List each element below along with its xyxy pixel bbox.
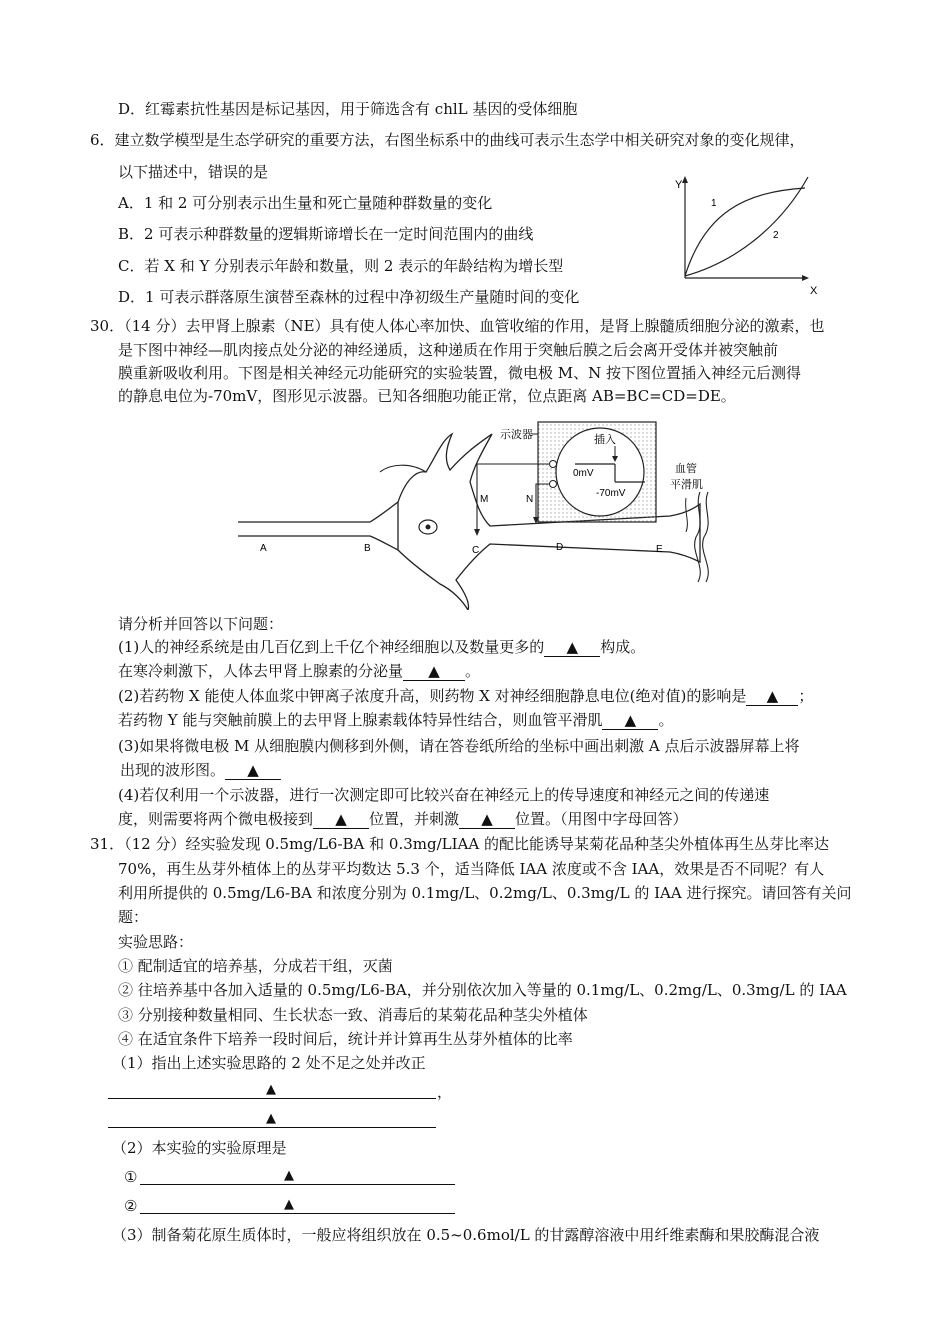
q31-step1: ① 配制适宜的培养基，分成若干组，灭菌 <box>118 957 393 975</box>
q30-part3b: 出现的波形图。 ▲ <box>120 760 281 780</box>
q31-step2: ② 往培养基中各加入适量的 0.5mg/L6-BA，并分别依次加入等量的 0.1mg/L、0.2mg/L、0.3mg/L 的 IAA <box>118 981 847 999</box>
answer-marker: ▲ <box>284 1197 294 1212</box>
q30-fig-vessel-label: 血管 <box>675 463 697 475</box>
q30-fig-point-e: E <box>656 544 663 555</box>
q30-part2b: 若药物 Y 能与突触前膜上的去甲肾上腺素载体特异性结合，则血管平滑肌 ▲ 。 <box>118 711 674 729</box>
answer-line[interactable] <box>140 1213 455 1214</box>
q30-fig-n-label: N <box>526 494 534 505</box>
answer-blank[interactable]: ▲ <box>544 638 600 657</box>
answer-blank[interactable]: ▲ <box>313 810 369 829</box>
answer-marker: ▲ <box>266 1082 276 1097</box>
answer-line[interactable] <box>108 1098 436 1099</box>
q6-stem-line2: 以下描述中，错误的是 <box>118 163 269 181</box>
q30-part1a: (1)人的神经系统是由几百亿到上千亿个神经细胞以及数量更多的 ▲ 构成。 <box>118 638 646 656</box>
q30-line3: 膜重新吸收利用。下图是相关神经元功能研究的实验装置，微电极 M、N 按下图位置插入神经元后测得 <box>118 364 802 382</box>
answer-blank[interactable]: ▲ <box>459 810 515 829</box>
q31-part1: （1）指出上述实验思路的 2 处不足之处并改正 <box>112 1054 426 1072</box>
q31-line2: 70%，再生丛芽外植体上的丛芽平均数达 5.3 个，适当降低 IAA 浓度或不含 IAA，效果是否不同呢？有人 <box>118 860 825 878</box>
q30-fig-m-label: M <box>480 494 489 505</box>
answer-blank[interactable]: ▲ <box>403 662 465 681</box>
q6-option-b: B．2 可表示种群数量的逻辑斯谛增长在一定时间范围内的曲线 <box>118 225 534 243</box>
answer-blank[interactable]: ▲ <box>746 687 798 706</box>
q31-idea-heading: 实验思路： <box>118 933 194 951</box>
q30-fig-point-b: B <box>364 543 371 554</box>
q30-fig-insert-label: 插入 <box>594 434 616 446</box>
q30-fig-70mv-label: -70mV <box>596 488 626 499</box>
q6-option-a: A．1 和 2 可分别表示出生量和死亡量随种群数量的变化 <box>118 194 493 212</box>
q31-principle-2: ② <box>124 1197 138 1215</box>
q30-fig-point-c: C <box>472 545 480 556</box>
q31-line1: 31．（12 分）经实验发现 0.5mg/L6-BA 和 0.3mg/LIAA 的配比能诱导某菊花品种茎尖外植体再生丛芽比率达 <box>90 835 829 853</box>
q6-curve-graph <box>665 172 835 300</box>
q6-option-d: D．1 可表示群落原生演替至森林的过程中净初级生产量随时间的变化 <box>118 288 580 306</box>
q30-line2: 是下图中神经—肌肉接点处分泌的神经递质，这种递质在作用于突触后膜之后会离开受体并被突触前 <box>118 341 779 359</box>
q30-neuron-figure <box>230 412 730 610</box>
q6-curve2-label: 2 <box>773 230 779 241</box>
q30-fig-point-d: D <box>556 542 564 553</box>
q6-y-axis-label: Y <box>675 179 683 191</box>
q31-line4: 题： <box>118 908 149 926</box>
q30-line4: 的静息电位为-70mV，图形见示波器。已知各细胞功能正常，位点距离 AB=BC=CD=DE。 <box>118 387 736 405</box>
q31-comma: ， <box>437 1083 453 1101</box>
q30-part4a: (4)若仅利用一个示波器，进行一次测定即可比较兴奋在神经元上的传导速度和神经元之间的传递速 <box>118 786 770 804</box>
q30-fig-oscilloscope-label: 示波器 <box>500 429 533 441</box>
answer-marker: ▲ <box>266 1111 276 1126</box>
q30-fig-muscle-label: 平滑肌 <box>670 479 703 491</box>
q30-prompt: 请分析并回答以下问题： <box>118 615 284 633</box>
q30-fig-point-a: A <box>260 543 267 554</box>
q6-x-axis-label: X <box>810 285 818 297</box>
answer-blank[interactable]: ▲ <box>602 711 658 730</box>
answer-blank[interactable]: ▲ <box>225 761 281 780</box>
q30-line1: 30．（14 分）去甲肾上腺素（NE）具有使人体心率加快、血管收缩的作用，是肾上腺髓质细胞分泌的激素，也 <box>90 317 825 335</box>
q31-step3: ③ 分别接种数量相同、生长状态一致、消毒后的某菊花品种茎尖外植体 <box>118 1006 588 1024</box>
q6-stem-line1: 6．建立数学模型是生态学研究的重要方法，右图坐标系中的曲线可表示生态学中相关研究对象的变化规律， <box>90 131 805 149</box>
q31-principle-1: ① <box>124 1168 138 1186</box>
q30-fig-0mv-label: 0mV <box>573 468 594 479</box>
q31-part2: （2）本实验的实验原理是 <box>112 1139 287 1157</box>
q31-line3: 利用所提供的 0.5mg/L6-BA 和浓度分别为 0.1mg/L、0.2mg/L、0.3mg/L 的 IAA 进行探究。请回答有关问 <box>118 884 852 902</box>
q30-part3a: (3)如果将微电极 M 从细胞膜内侧移到外侧，请在答卷纸所给的坐标中画出刺激 A 点后示波器屏幕上将 <box>118 737 800 755</box>
answer-line[interactable] <box>140 1184 455 1185</box>
q30-part1b: 在寒冷刺激下，人体去甲肾上腺素的分泌量 ▲ 。 <box>118 662 481 680</box>
q5-option-d: D．红霉素抗性基因是标记基因，用于筛选含有 chlL 基因的受体细胞 <box>118 100 578 118</box>
q6-curve1-label: 1 <box>711 198 717 209</box>
q30-part4b: 度，则需要将两个微电极接到 ▲ 位置，并刺激 ▲ 位置。（用图中字母回答） <box>118 810 688 828</box>
q6-option-c: C．若 X 和 Y 分别表示年龄和数量，则 2 表示的年龄结构为增长型 <box>118 257 564 275</box>
answer-line[interactable] <box>108 1127 436 1128</box>
q31-part3: （3）制备菊花原生质体时，一般应将组织放在 0.5~0.6mol/L 的甘露醇溶液中用纤维素酶和果胶酶混合液 <box>112 1226 820 1244</box>
q31-step4: ④ 在适宜条件下培养一段时间后，统计并计算再生丛芽外植体的比率 <box>118 1030 573 1048</box>
answer-marker: ▲ <box>284 1168 294 1183</box>
q30-part2a: (2)若药物 X 能使人体血浆中钾离子浓度升高，则药物 X 对神经细胞静息电位(绝对值)的影响是 ▲ ； <box>118 687 814 705</box>
